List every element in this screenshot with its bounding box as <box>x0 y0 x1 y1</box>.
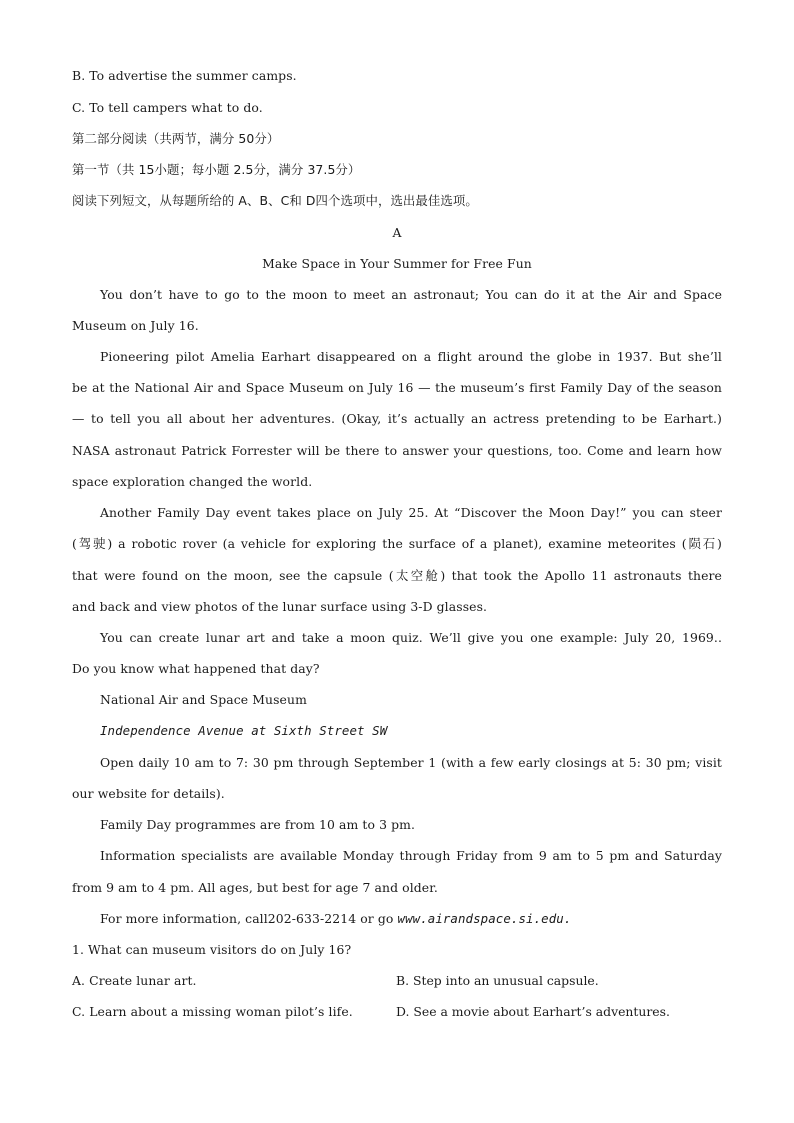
p4-line-2: Do you know what happened that day? <box>72 661 320 676</box>
p2-line-5: space exploration changed the world. <box>72 474 313 489</box>
website-link[interactable]: www.airandspace.si.edu. <box>397 911 572 926</box>
p2-line-1: Pioneering pilot Amelia Earhart disappeared on a flight around the globe in 1937. But she’ll <box>100 349 722 364</box>
more-info <box>100 909 722 929</box>
prev-option-b: B. To advertise the summer camps. <box>72 68 297 83</box>
p4-line-1: You can create lunar art and take a moon quiz. We’ll give you one example: July 20, 1969.. <box>100 630 722 645</box>
p2-line-2: be at the National Air and Space Museum on July 16 — the museum’s first Family Day of the season <box>72 380 722 395</box>
p3-line-4: and back and view photos of the lunar surface using 3-D glasses. <box>72 599 488 614</box>
family-day-hours: Family Day programmes are from 10 am to 3 pm. <box>100 817 416 832</box>
prev-option-c: C. To tell campers what to do. <box>72 100 263 115</box>
passage-letter: A <box>392 225 402 240</box>
section-title: 第一节（共 15小题；每小题 2.5分，满分 37.5分） <box>72 162 361 177</box>
option-c: C. Learn about a missing woman pilot’s life. <box>72 1004 353 1019</box>
passage-title: Make Space in Your Summer for Free Fun <box>262 256 532 271</box>
p2-line-3: — to tell you all about her adventures. (Okay, it’s actually an actress pretending to be Earhart.) <box>72 411 722 426</box>
instruction: 阅读下列短文，从每题所给的 A、B、C和 D四个选项中，选出最佳选项。 <box>72 193 478 208</box>
part-title: 第二部分阅读（共两节，满分 50分） <box>72 131 280 146</box>
p3-line-2: (驾驶) a robotic rover (a vehicle for exploring the surface of a planet), examine meteorites (陨石) <box>72 536 722 551</box>
question-stem: 1. What can museum visitors do on July 16? <box>72 942 352 957</box>
p1-line-2: Museum on July 16. <box>72 318 199 333</box>
p1-line-1: You don’t have to go to the moon to meet an astronaut; You can do it at the Air and Space <box>100 287 722 302</box>
p3-line-3: that were found on the moon, see the capsule (太空舱) that took the Apollo 11 astronauts there <box>72 568 722 583</box>
hours-line-1: Open daily 10 am to 7: 30 pm through September 1 (with a few early closings at 5: 30 pm; visit <box>100 755 722 770</box>
museum-name: National Air and Space Museum <box>100 692 307 707</box>
museum-address: Independence Avenue at Sixth Street SW <box>100 723 388 738</box>
p3-line-1: Another Family Day event takes place on July 25. At “Discover the Moon Day!” you can steer <box>100 505 722 520</box>
info-line-1: Information specialists are available Monday through Friday from 9 am to 5 pm and Saturday <box>100 848 722 863</box>
option-d: D. See a movie about Earhart’s adventures. <box>396 1004 670 1019</box>
option-b: B. Step into an unusual capsule. <box>396 973 599 988</box>
hours-line-2: our website for details). <box>72 786 225 801</box>
p2-line-4: NASA astronaut Patrick Forrester will be there to answer your questions, too. Come and learn how <box>72 443 722 458</box>
info-line-2: from 9 am to 4 pm. All ages, but best for age 7 and older. <box>72 880 438 895</box>
more-info-text: For more information, call202-633-2214 or go <box>100 911 398 926</box>
option-a: A. Create lunar art. <box>72 973 197 988</box>
